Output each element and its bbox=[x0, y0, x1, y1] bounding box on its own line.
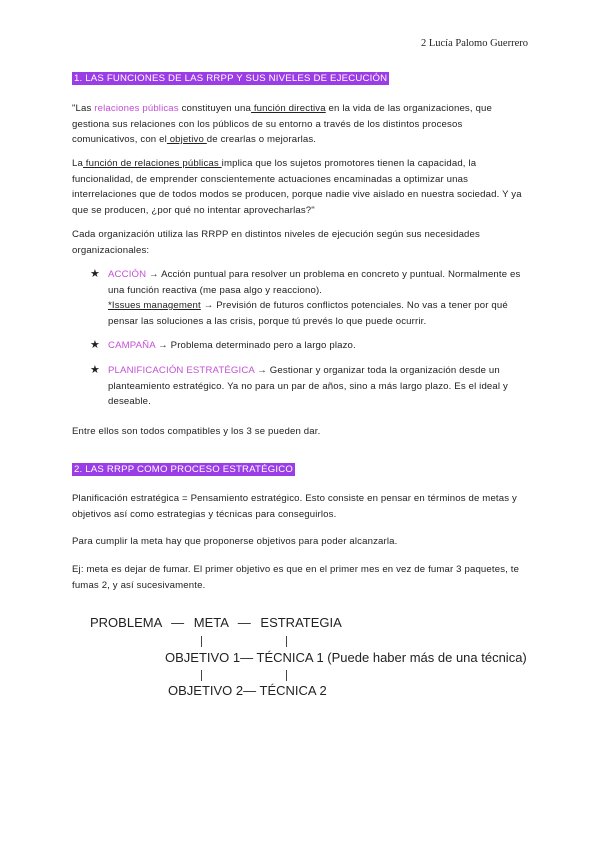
funcion-rrpp-term: función de relaciones públicas bbox=[82, 158, 222, 169]
diagram-connector bbox=[201, 636, 202, 647]
star-icon: ★ bbox=[90, 268, 100, 280]
objetivo-term: objetivo bbox=[166, 134, 207, 145]
diagram-connector bbox=[201, 670, 202, 681]
issues-management-term: *Issues management bbox=[108, 300, 201, 311]
diagram-line-1: PROBLEMA — META — ESTRATEGIA bbox=[90, 615, 342, 630]
bullet-accion: ACCIÓN → Acción puntual para resolver un problema en concreto y puntual. Normalmente es una función reactiva (me pasa algo y reacciono). *Issues management → Previsión de futuros conflictos potenciales. No vas a tener por qué pensar las soluciones a las crisis, porque tú prevés lo que puede ocurrir. bbox=[108, 269, 521, 327]
section2-paragraph-1: Planificación estratégica = Pensamiento estratégico. Esto consiste en pensar en términos de metas y objetivos así como estrategias y técnicas para conseguirlos. bbox=[72, 493, 517, 520]
relaciones-publicas-term: relaciones públicas bbox=[94, 103, 179, 114]
section1-paragraph-3: Cada organización utiliza las RRPP en distintos niveles de ejecución según sus necesidades organizacionales: bbox=[72, 229, 480, 256]
section1-heading: 1. LAS FUNCIONES DE LAS RRPP Y SUS NIVELES DE EJECUCIÓN bbox=[74, 73, 388, 84]
funcion-directiva-term: función directiva bbox=[251, 103, 326, 114]
section1-paragraph-2: La función de relaciones públicas implica que los sujetos promotores tienen la capacidad, la funcionalidad, de emprender conscientemente actuaciones encaminadas a optimizar unas interrelaciones que de todos modos se producen, porque nadie vive aislado en nuestra sociedad. Y ya que se producen, ¿por qué no intentar aprovecharlas?" bbox=[72, 158, 522, 216]
author-header: 2 Lucía Palomo Guerrero bbox=[420, 38, 528, 49]
diagram-connector bbox=[286, 636, 287, 647]
diagram-connector bbox=[286, 670, 287, 681]
star-icon: ★ bbox=[90, 339, 100, 351]
section1-quote: "Las relaciones públicas constituyen una función directiva en la vida de las organizaciones, que gestiona sus relaciones con los públicos de su entorno a través de los distintos procesos comunicativos, con el objetivo de crearlas o mejorarlas. bbox=[72, 103, 492, 145]
section1-paragraph-4: Entre ellos son todos compatibles y los 3 se pueden dar. bbox=[72, 426, 321, 437]
section2-paragraph-3: Ej: meta es dejar de fumar. El primer objetivo es que en el primer mes en vez de fumar 3 paquetes, te fumas 2, y así sucesivamente. bbox=[72, 564, 520, 591]
diagram-line-3: OBJETIVO 2— TÉCNICA 2 bbox=[168, 683, 327, 698]
section2-paragraph-2: Para cumplir la meta hay que proponerse objetivos para poder alcanzarla. bbox=[72, 536, 398, 547]
diagram-line-2: OBJETIVO 1— TÉCNICA 1 (Puede haber más de una técnica) bbox=[165, 650, 527, 665]
bullet-campana: CAMPAÑA → Problema determinado pero a largo plazo. bbox=[108, 340, 356, 351]
star-icon: ★ bbox=[90, 364, 100, 376]
section2-heading: 2. LAS RRPP COMO PROCESO ESTRATÉGICO bbox=[74, 464, 294, 475]
bullet-planificacion: PLANIFICACIÓN ESTRATÉGICA → Gestionar y organizar toda la organización desde un planteamiento estratégico. Ya no para un par de años, sino a más largo plazo. Es el ideal y deseable. bbox=[108, 365, 508, 407]
